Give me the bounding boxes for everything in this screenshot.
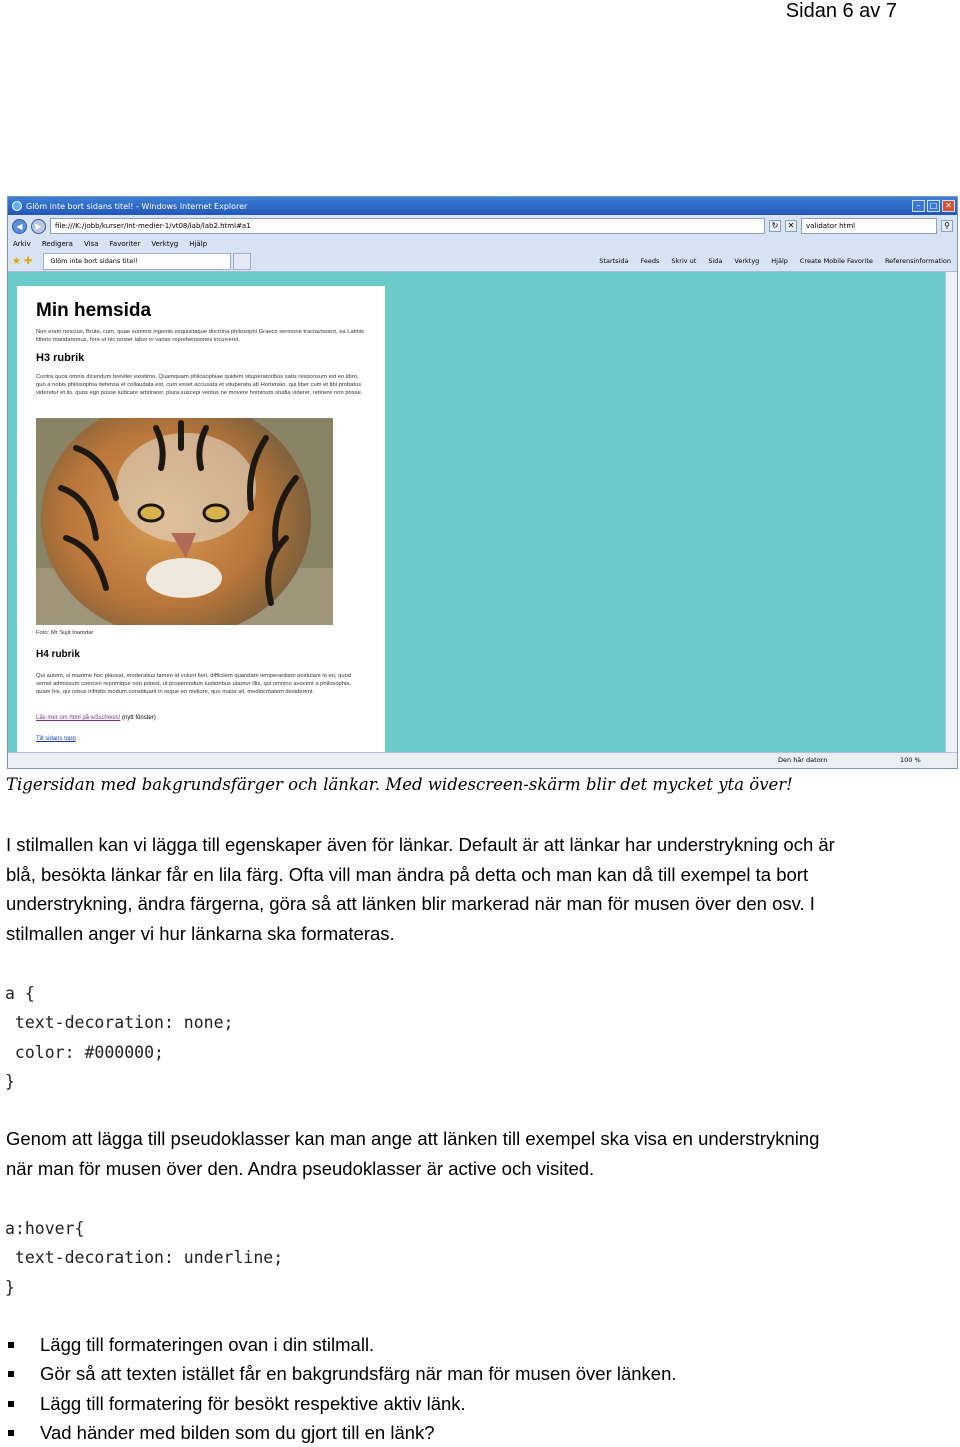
status-bar	[8, 752, 957, 768]
code-block-1	[5, 979, 233, 1096]
tool-feeds[interactable]: Feeds	[640, 257, 660, 265]
site-h4: H4 rubrik	[36, 649, 80, 660]
tool-mobile-favorite[interactable]: Create Mobile Favorite	[799, 257, 873, 265]
code-line: text-decoration: underline;	[5, 1248, 284, 1268]
bullet-square-icon	[8, 1342, 14, 1348]
menu-verktyg[interactable]: Verktyg	[151, 240, 179, 248]
paragraph-2-line: när man för musen över den. Andra pseudoklasser är active och visited.	[6, 1157, 595, 1179]
new-tab-button[interactable]	[233, 253, 251, 270]
tool-print[interactable]: Skriv ut	[671, 257, 697, 265]
menu-hjalp[interactable]: Hjälp	[189, 240, 208, 248]
close-icon[interactable]: ✕	[942, 200, 955, 212]
list-item	[6, 1389, 677, 1418]
list-item	[6, 1418, 677, 1447]
menu-favoriter[interactable]: Favoriter	[109, 240, 141, 248]
list-item-text: Vad händer med bilden som du gjort till en länk?	[40, 1421, 435, 1443]
tab-row	[8, 251, 957, 272]
top-link[interactable]: Till sidans topp	[36, 736, 76, 742]
figure-caption: Tigersidan med bakgrundsfärger och länkar. Med widescreen-skärm blir det mycket yta över!	[6, 775, 793, 794]
favorites-star-icon[interactable]: ★	[12, 255, 21, 267]
zoom-level[interactable]: 100 %	[900, 756, 921, 764]
tiger-image[interactable]	[36, 418, 333, 625]
code-line: text-decoration: none;	[5, 1013, 234, 1033]
menu-bar	[8, 237, 957, 251]
task-list	[6, 1330, 677, 1447]
ie-logo-icon	[12, 201, 22, 211]
page-viewport	[8, 272, 946, 755]
forward-button[interactable]: ▶	[31, 219, 46, 234]
code-line: }	[5, 1071, 15, 1091]
address-row	[8, 215, 957, 237]
site-heading: Min hemsida	[36, 300, 152, 321]
page-number: Sidan 6 av 7	[785, 0, 897, 22]
command-bar	[599, 257, 957, 265]
list-item	[6, 1330, 677, 1359]
back-button[interactable]: ◀	[12, 219, 27, 234]
search-icon[interactable]: ⚲	[941, 220, 953, 232]
bullet-square-icon	[8, 1371, 14, 1377]
paragraph-2-line: Genom att lägga till pseudoklasser kan man ange att länken till exempel ska visa en understrykning	[6, 1128, 820, 1149]
paragraph-1-line: understrykning, ändra färgerna, göra så att länken blir markerad när man för musen över den osv. I	[6, 893, 815, 914]
image-caption: Foto: Mr Sujit Inamdar	[36, 630, 94, 636]
tool-help[interactable]: Hjälp	[771, 257, 788, 265]
maximize-icon[interactable]: □	[927, 200, 940, 212]
code-block-2	[5, 1214, 283, 1302]
w3schools-link[interactable]: Läs mer om html på w3schools!	[36, 715, 121, 721]
site-intro: Non eram nescius, Brute, cum, quae summis ingeniis exquisitaque doctrina philosophi Graeco sermone tractavissent, ea Latinis litteris mandaremus, fore ut hic noster labor in varias reprehensiones incurreret.	[36, 329, 365, 343]
list-item-text: Lägg till formatering för besökt respektive aktiv länk.	[40, 1392, 466, 1414]
window-title: Glöm inte bort sidans titel! - Windows Internet Explorer	[26, 201, 248, 211]
tab-current[interactable]: Glöm inte bort sidans titel!	[43, 253, 231, 270]
bullet-square-icon	[8, 1430, 14, 1436]
tool-tools[interactable]: Verktyg	[734, 257, 760, 265]
window-titlebar	[8, 197, 957, 215]
menu-arkiv[interactable]: Arkiv	[13, 240, 31, 248]
status-zone: Den här datorn	[778, 756, 828, 764]
paragraph-1	[6, 830, 951, 948]
code-line: a:hover{	[5, 1219, 85, 1238]
paragraph-1-line: blå, besökta länkar får en lila färg. Ofta vill man ändra på detta och man kan då till exempel ta bort	[6, 863, 809, 885]
code-line: }	[5, 1277, 15, 1297]
paragraph-1-line: I stilmallen kan vi lägga till egenskaper även för länkar. Default är att länkar har understrykning och är	[6, 834, 835, 855]
stop-icon[interactable]: ✕	[785, 220, 797, 232]
refresh-icon[interactable]: ↻	[769, 220, 781, 232]
menu-redigera[interactable]: Redigera	[41, 240, 73, 248]
w3schools-link-line	[36, 715, 156, 721]
site-text2: Qui autem, si maxime hoc placeat, moderatius tamen id volunt fieri, difficilem quandam temperantiam postulant in eo, quod semel admissum coerceri reprimique non potest, ut propemodum iustioribus utamur illis, qui omnino avocent a philosophia, quam his, qui rebus infinitis modum constituant in reque eo meliore, quo maior sit, mediocritatem desiderent.	[36, 673, 352, 695]
address-bar[interactable]: file:///K:/jobb/kurser/Int-medier-1/vt08/lab/lab2.html#a1	[50, 218, 765, 234]
site-page	[17, 286, 385, 755]
search-input[interactable]: validator html	[801, 218, 937, 234]
tool-startsida[interactable]: Startsida	[599, 257, 629, 265]
paragraph-1-line: stilmallen anger vi hur länkarna ska formateras.	[6, 922, 395, 944]
browser-screenshot	[7, 196, 958, 769]
list-item	[6, 1359, 677, 1388]
vertical-scrollbar[interactable]	[945, 272, 957, 755]
paragraph-2	[6, 1124, 951, 1183]
code-line: color: #000000;	[5, 1042, 164, 1062]
bullet-square-icon	[8, 1401, 14, 1407]
code-line: a {	[5, 984, 35, 1003]
new-window-note: (nytt fönster)	[120, 715, 156, 721]
menu-visa[interactable]: Visa	[83, 240, 99, 248]
list-item-text: Gör så att texten istället får en bakgrundsfärg när man för musen över länken.	[40, 1363, 677, 1385]
site-h3: H3 rubrik	[36, 352, 85, 364]
minimize-icon[interactable]: –	[912, 200, 925, 212]
add-favorite-icon[interactable]: ✚	[23, 255, 33, 267]
tool-reference[interactable]: Referensinformation	[884, 257, 951, 265]
site-text1: Contra quos omnis dicendum breviter existimo. Quamquam philosophiae quidem vituperatoribus satis responsum est eo libro, quo a nobis philosophia defensa et collaudata est, cum esset accusata et vituperata ab Hortensio. qui liber cum et tibi probatus videretur et iis, quos ego posse iudicare arbitrarer, plura suscepi veritus ne movere hominum studia viderer, retinere non posse.	[36, 374, 363, 396]
list-item-text: Lägg till formateringen ovan i din stilmall.	[40, 1334, 375, 1355]
tool-page[interactable]: Sida	[708, 257, 723, 265]
